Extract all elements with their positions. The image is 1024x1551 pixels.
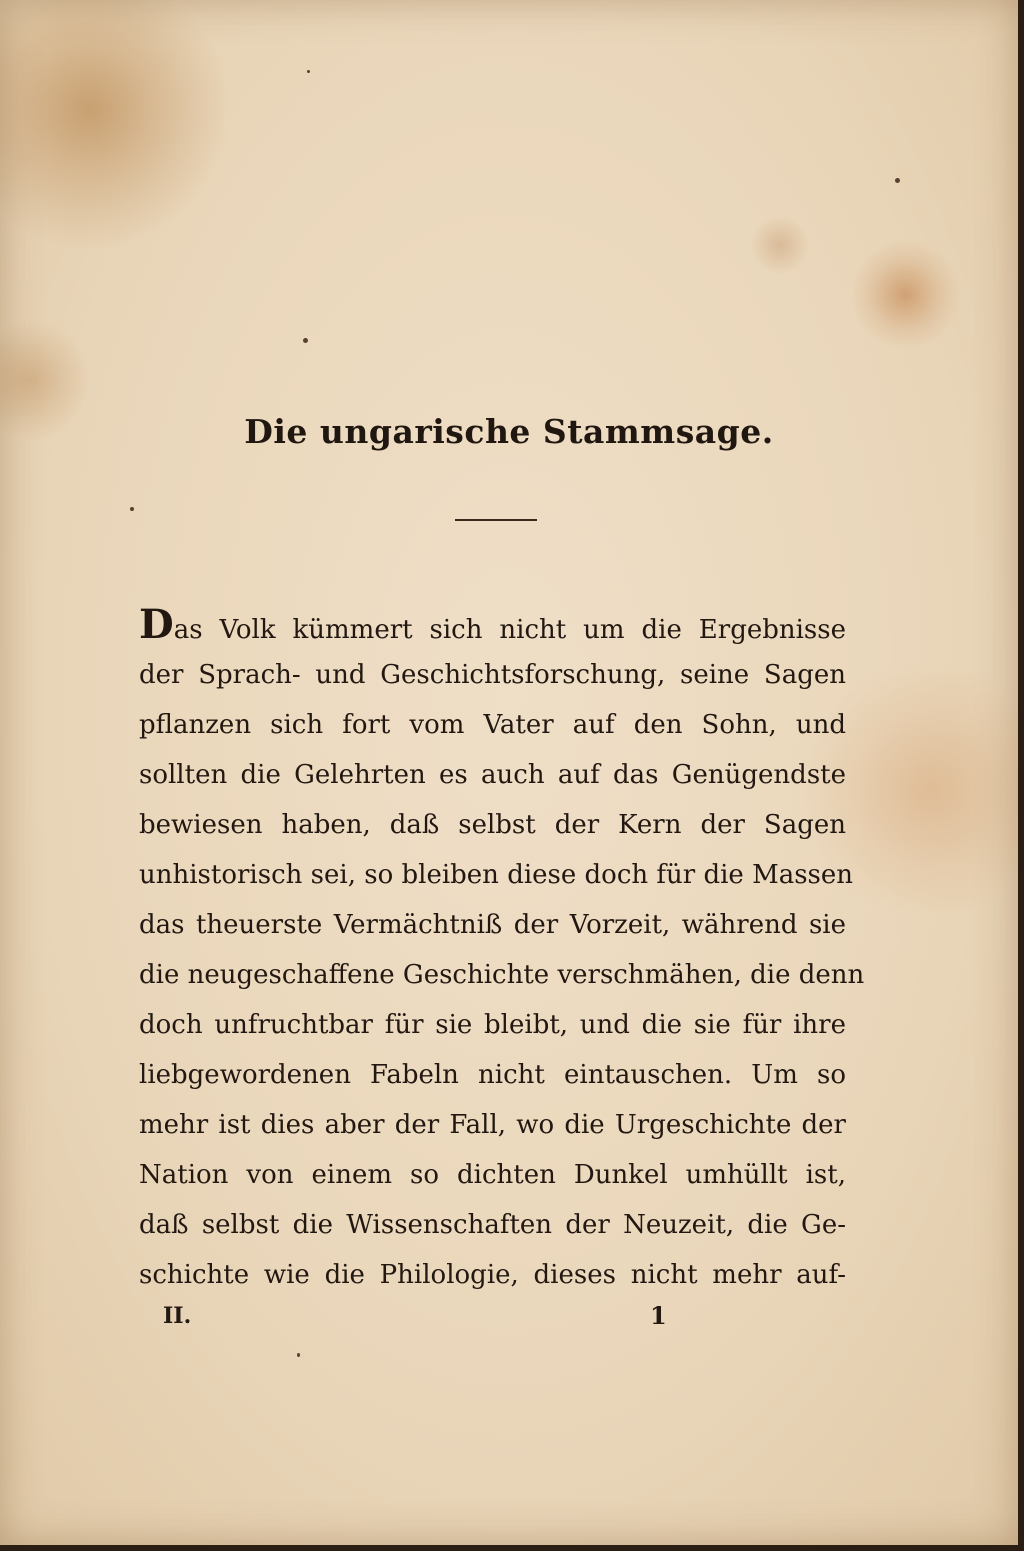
paper-speck <box>895 178 900 183</box>
drop-cap: D <box>139 601 174 648</box>
body-line: unhistorisch sei, so bleiben diese doch für die Massen <box>139 860 854 890</box>
paper-speck <box>130 507 134 511</box>
body-line: schichte wie die Philologie, dieses nicht mehr auf- <box>139 1260 846 1290</box>
body-line: daß selbst die Wissenschaften der Neuzeit, die Ge- <box>139 1210 846 1240</box>
body-line: pflanzen sich fort vom Vater auf den Sohn, und <box>139 710 846 740</box>
body-line: doch unfruchtbar für sie bleibt, und die sie für ihre <box>139 1010 846 1040</box>
body-line: Nation von einem so dichten Dunkel umhüllt ist, <box>139 1160 846 1190</box>
sheet-number: 1 <box>650 1301 667 1330</box>
body-line: sollten die Gelehrten es auch auf das Genügendste <box>139 760 846 790</box>
body-line: liebgewordenen Fabeln nicht eintauschen. Um so <box>139 1060 846 1090</box>
paper-speck <box>307 70 310 73</box>
body-line: der Sprach- und Geschichtsforschung, seine Sagen <box>139 660 846 690</box>
body-line: das theuerste Vermächtniß der Vorzeit, während sie <box>139 910 846 940</box>
body-line: Das Volk kümmert sich nicht um die Ergebnisse <box>139 601 846 648</box>
paper-speck <box>303 338 308 343</box>
paper-speck <box>297 1353 300 1357</box>
signature-mark: II. <box>163 1303 192 1329</box>
body-line: bewiesen haben, daß selbst der Kern der Sagen <box>139 810 846 840</box>
title-rule-divider <box>455 519 537 521</box>
chapter-title: Die ungarische Stammsage. <box>244 412 774 451</box>
body-line: die neugeschaffene Geschichte verschmähen, die denn <box>139 960 865 990</box>
body-paragraph <box>139 600 865 1300</box>
body-line: mehr ist dies aber der Fall, wo die Urgeschichte der <box>139 1110 846 1140</box>
